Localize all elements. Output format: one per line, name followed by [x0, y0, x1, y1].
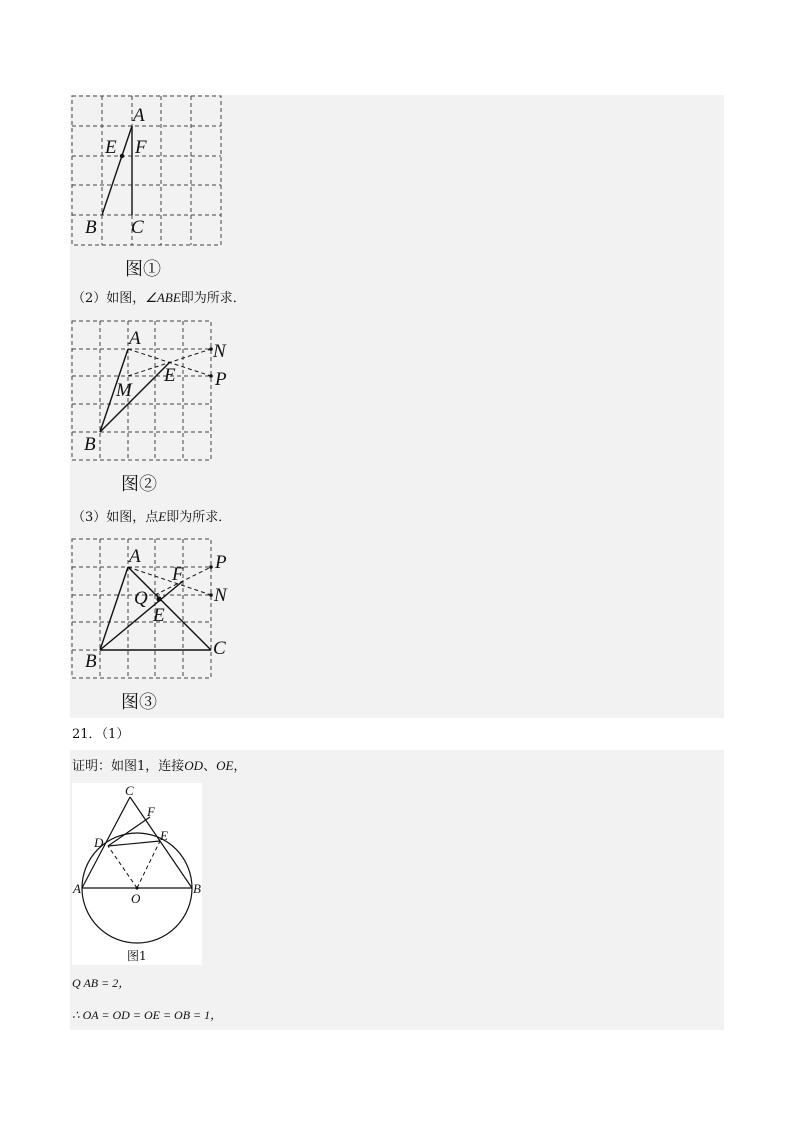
proof-oe: OE	[216, 758, 234, 773]
caption-figure-2: 图②	[121, 474, 157, 495]
caption-figure-3: 图③	[121, 692, 157, 713]
label-e-3: E	[153, 605, 165, 626]
caption-figure-4: 图1	[127, 949, 147, 963]
label-n-2: N	[213, 341, 226, 362]
segment-df-4	[108, 817, 150, 846]
label-p-2: P	[215, 369, 227, 390]
proof-od: OD	[184, 758, 204, 773]
step-3-point: E	[158, 509, 167, 524]
label-a-2: A	[129, 328, 141, 349]
step-3-prefix: （3）如图，点	[72, 510, 159, 525]
label-m-2: M	[116, 380, 132, 401]
step-2-prefix: （2）如图，	[72, 291, 146, 306]
step-2-suffix: 即为所求．	[180, 291, 246, 306]
label-c-3: C	[213, 638, 226, 659]
question-21-heading: 21．（1）	[72, 727, 130, 742]
segment-oe-4	[137, 841, 160, 888]
segment-de-4	[108, 841, 160, 846]
label-b-4: B	[193, 881, 201, 896]
label-c-1: C	[131, 217, 144, 238]
label-a-1: A	[133, 105, 145, 126]
segment-od-4	[108, 846, 137, 888]
label-e-2: E	[164, 365, 176, 386]
line-radius-equals: ∴ OA = OD = OE = OB = 1，	[72, 1008, 223, 1022]
label-a-4: A	[73, 881, 81, 896]
label-f-3: F	[172, 564, 184, 585]
label-o-4: O	[131, 891, 141, 906]
step-3-suffix: 即为所求．	[166, 510, 232, 525]
label-d-4: D	[94, 835, 104, 850]
label-f-4: F	[147, 804, 155, 819]
caption-figure-1: 图①	[125, 259, 161, 280]
proof-end: ，	[233, 759, 247, 774]
step-2-angle: ∠ABE	[145, 290, 181, 305]
label-e-4: E	[160, 828, 168, 843]
label-a-3: A	[129, 546, 141, 567]
label-c-4: C	[125, 783, 134, 798]
line-ab-equals: Q AB = 2，	[72, 976, 131, 990]
proof-text: 证明：如图1，连接	[72, 759, 185, 774]
segment-ac-4	[82, 797, 130, 888]
label-q-3: Q	[134, 588, 148, 609]
point-o-4	[135, 886, 138, 889]
label-f-1: F	[135, 137, 147, 158]
label-b-1: B	[85, 217, 97, 238]
label-e-1: E	[105, 137, 117, 158]
label-n-3: N	[214, 585, 227, 606]
proof-sep: 、	[203, 759, 217, 774]
label-b-3: B	[85, 651, 97, 672]
label-p-3: P	[215, 552, 227, 573]
label-b-2: B	[84, 434, 96, 455]
